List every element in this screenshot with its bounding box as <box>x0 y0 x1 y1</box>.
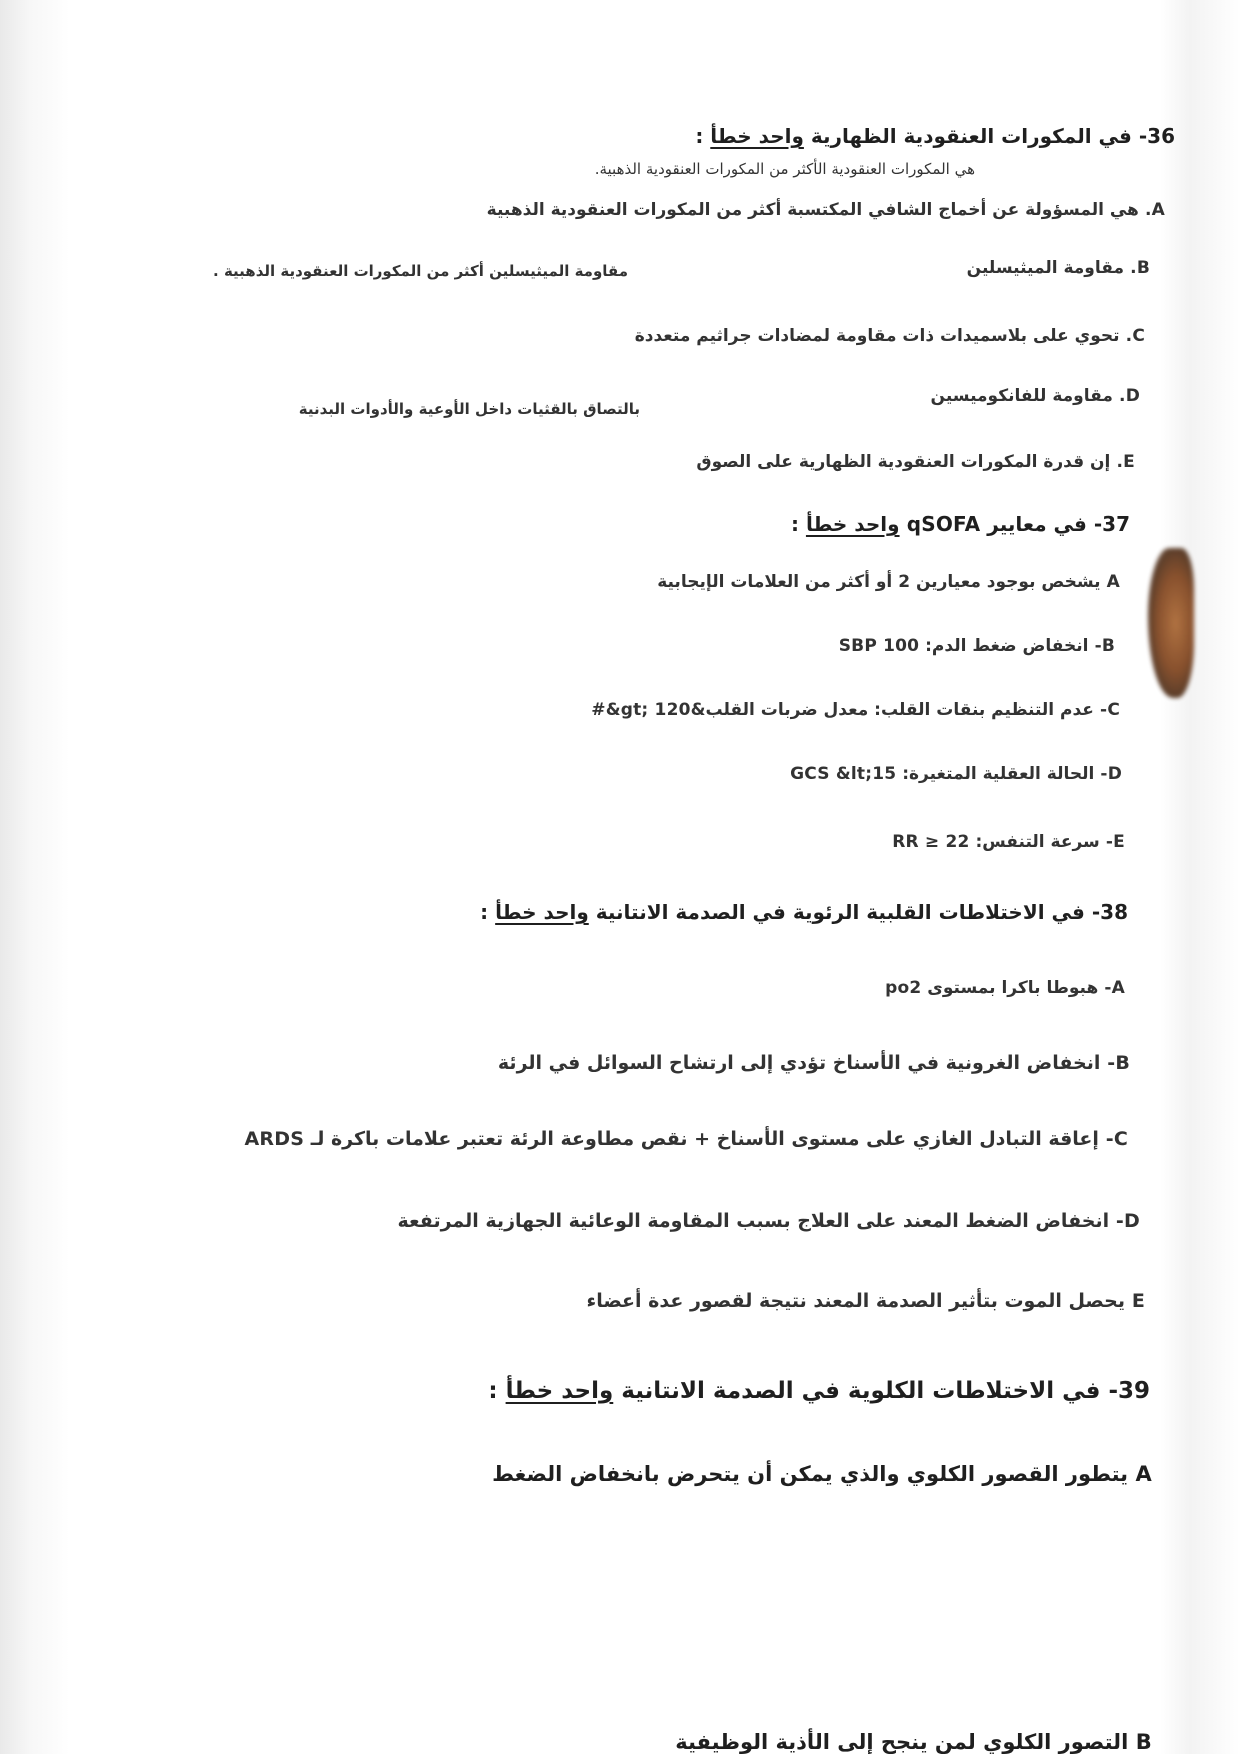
question-number: 37- <box>1093 512 1130 536</box>
option-37-d <box>790 764 1122 784</box>
question-text: في المكورات العنقودية الظهارية <box>810 124 1132 148</box>
question-tag: واحد خطأ <box>710 124 804 148</box>
option-letter: A. <box>1144 200 1165 220</box>
option-letter: D- <box>1100 764 1122 784</box>
question-suffix: : <box>790 512 799 536</box>
option-36-b <box>967 258 1150 278</box>
option-text: إعاقة التبادل الغازي على مستوى الأسناخ + نقص مطاوعة الرئة تعتبر علامات باكرة لـ ARDS <box>244 1128 1099 1150</box>
option-text: مقاومة الميثيسلين أكثر من المكورات العنقودية الذهبية . <box>213 262 628 280</box>
option-text: التصور الكلوي لمن ينجح إلى الأذية الوظيفية <box>675 1730 1129 1754</box>
option-38-e <box>586 1290 1145 1312</box>
option-39-a <box>492 1462 1152 1486</box>
question-tag: واحد خطأ <box>495 900 589 924</box>
option-36-e <box>696 452 1135 472</box>
option-text: انخفاض الغرونية في الأسناخ تؤدي إلى ارتشاح السوائل في الرئة <box>497 1052 1101 1074</box>
option-letter: C- <box>1100 700 1120 720</box>
question-text: في معايير qSOFA <box>906 512 1087 536</box>
option-letter: A <box>1106 572 1120 592</box>
option-letter: B. <box>1130 258 1150 278</box>
option-text: انخفاض الضغط المعند على العلاج بسبب المقاومة الوعائية الجهازية المرتفعة <box>397 1210 1110 1232</box>
question-suffix: : <box>695 124 704 148</box>
question-suffix: : <box>488 1378 498 1404</box>
option-39-b <box>675 1730 1152 1754</box>
option-letter: B- <box>1107 1052 1130 1074</box>
option-36-c <box>635 326 1145 346</box>
option-36-e-cont <box>299 400 640 418</box>
option-letter: C- <box>1105 1128 1128 1150</box>
option-text: انخفاض ضغط الدم: SBP 100 <box>838 636 1089 656</box>
option-text: يتطور القصور الكلوي والذي يمكن أن يتحرض بانخفاض الضغط <box>492 1462 1129 1486</box>
option-letter: E. <box>1116 452 1135 472</box>
option-letter: E- <box>1105 832 1125 852</box>
option-text: عدم التنظيم بنقات القلب: معدل ضربات القلب&gt; 120&# <box>591 700 1094 720</box>
option-38-d <box>398 1210 1140 1232</box>
option-text: هي المسؤولة عن أخماج الشافي المكتسبة أكثر من المكورات العنقودية الذهبية <box>486 200 1139 220</box>
option-letter: D. <box>1119 386 1140 406</box>
option-text: بالتصاق بالقثيات داخل الأوعية والأدوات البدنية <box>298 400 640 418</box>
finger-smudge <box>1148 548 1194 698</box>
question-text: في الاختلاطات القلبية الرئوية في الصدمة الانتانية <box>595 900 1085 924</box>
option-36-a <box>487 200 1165 220</box>
option-text: تحوي على بلاسميدات ذات مقاومة لمضادات جراثيم متعددة <box>634 326 1120 346</box>
option-38-b <box>498 1052 1130 1074</box>
option-36-d <box>931 386 1140 406</box>
option-letter: E <box>1131 1290 1145 1312</box>
option-36-b-cont <box>213 262 628 280</box>
option-letter: C. <box>1125 326 1145 346</box>
question-tag: واحد خطأ <box>805 512 900 536</box>
question-38 <box>480 900 1128 924</box>
option-38-a <box>885 978 1125 998</box>
question-text: في الاختلاطات الكلوية في الصدمة الانتانية <box>621 1378 1101 1404</box>
question-number: 36- <box>1138 124 1175 148</box>
option-text: هبوطا باكرا بمستوى po2 <box>885 978 1099 998</box>
question-39 <box>488 1378 1150 1404</box>
option-text: إن قدرة المكورات العنقودية الظهارية على الصوق <box>696 452 1111 472</box>
option-37-c <box>591 700 1120 720</box>
option-text: مقاومة الميثيسلين <box>966 258 1125 278</box>
question-number: 39- <box>1108 1378 1150 1404</box>
option-letter: A <box>1135 1462 1152 1486</box>
option-text: الحالة العقلية المتغيرة: GCS &lt;15 <box>790 764 1095 784</box>
option-text: سرعة التنفس: RR ≥ 22 <box>892 832 1100 852</box>
question-suffix: : <box>480 900 489 924</box>
option-letter: A- <box>1104 978 1125 998</box>
option-letter: D- <box>1115 1210 1140 1232</box>
option-text: مقاومة للفانكوميسين <box>930 386 1113 406</box>
option-letter: B- <box>1094 636 1115 656</box>
option-37-b <box>839 636 1115 656</box>
question-36 <box>695 124 1175 148</box>
question-intro: هي المكورات العنقودية الأكثر من المكورات العنقودية الذهبية. <box>594 160 975 178</box>
question-37 <box>791 512 1130 536</box>
option-text: يحصل الموت بتأثير الصدمة المعند نتيجة لقصور عدة أعضاء <box>586 1290 1125 1312</box>
option-letter: B <box>1135 1730 1152 1754</box>
option-38-c <box>245 1128 1129 1150</box>
question-number: 38- <box>1091 900 1128 924</box>
option-37-a <box>657 572 1120 592</box>
option-text: يشخص بوجود معيارين 2 أو أكثر من العلامات الإيجابية <box>657 572 1101 592</box>
question-tag: واحد خطأ <box>505 1378 614 1404</box>
option-37-e <box>892 832 1125 852</box>
